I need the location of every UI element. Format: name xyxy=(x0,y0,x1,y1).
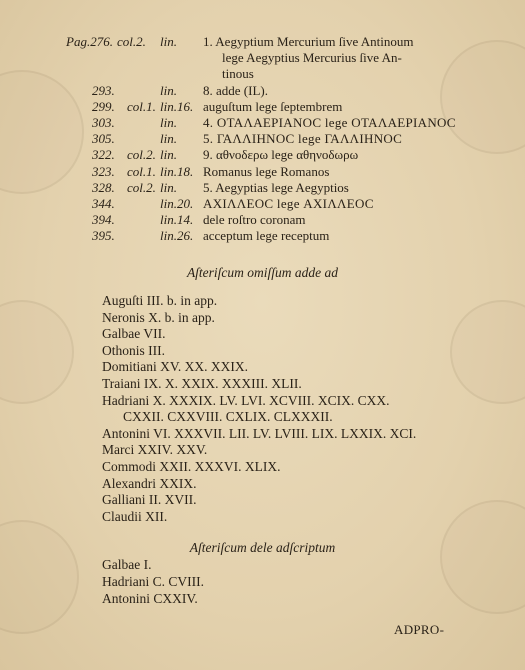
errata-text: auguſtum lege ſeptembrem xyxy=(203,98,343,114)
list-item: CXXII. CXXVIII. CXLIX. CLXXXII. xyxy=(123,409,333,425)
errata-page: 305. xyxy=(92,131,115,147)
errata-row xyxy=(0,212,525,228)
errata-line: lin.14. xyxy=(160,212,194,228)
errata-page: Pag.276. xyxy=(66,34,113,49)
errata-row xyxy=(0,180,525,196)
list-item: Domitiani XV. XX. XXIX. xyxy=(102,359,248,375)
errata-row xyxy=(0,115,525,131)
errata-text: 5. ΓΑΛΛΙΗΝΟϹ lege ΓΑΛΛΙΗΝΟϹ xyxy=(203,131,403,147)
list-item: Traiani IX. X. XXIX. XXXIII. XLII. xyxy=(102,375,302,391)
bleed-through-coin xyxy=(0,300,74,404)
list-item: Antonini VI. XXXVII. LII. LV. LVIII. LIX. LXXIX. XCI. xyxy=(102,425,417,441)
errata-page: 395. xyxy=(92,228,115,244)
errata-text: 1. Aegyptium Mercurium ſive Antinoum xyxy=(203,34,414,49)
errata-text: Romanus lege Romanos xyxy=(203,163,330,179)
errata-row xyxy=(0,66,525,82)
errata-text: 9. αθνοδερω lege αθηνοδωρω xyxy=(203,147,359,163)
list-item: Claudii XII. xyxy=(102,508,168,524)
errata-row xyxy=(0,164,525,180)
list-item: Galliani II. XVII. xyxy=(102,492,197,508)
catchword: ADPRO- xyxy=(394,622,445,637)
errata-column: col.2. xyxy=(127,179,156,195)
errata-line: lin. xyxy=(160,131,177,147)
list-item: Auguſti III. b. in app. xyxy=(102,293,218,308)
errata-text: acceptum lege receptum xyxy=(203,228,330,244)
errata-column: col.2. xyxy=(117,34,146,49)
bleed-through-coin xyxy=(0,520,79,634)
errata-column: col.1. xyxy=(127,98,156,114)
errata-text: dele roſtro coronam xyxy=(203,212,306,228)
errata-line: lin. xyxy=(160,147,177,163)
errata-row xyxy=(0,50,525,66)
errata-line: lin.18. xyxy=(160,163,194,179)
list-item: Neronis X. b. in app. xyxy=(102,309,215,325)
errata-row xyxy=(0,34,525,50)
errata-column: col.2. xyxy=(127,147,156,163)
errata-list xyxy=(0,34,525,244)
list-item: Marci XXIV. XXV. xyxy=(102,442,208,458)
errata-row xyxy=(0,99,525,115)
errata-line: lin.20. xyxy=(160,195,194,211)
errata-text: 4. ΟΤΑΛΑΕΡΙΑΝΟϹ lege ΟΤΑΛΑΕΡΙΑΝΟϹ xyxy=(203,114,456,130)
errata-page: 322. xyxy=(92,147,115,163)
list-item: Antonini CXXIV. xyxy=(102,590,198,606)
bleed-through-coin xyxy=(440,500,525,614)
errata-row xyxy=(0,228,525,244)
errata-line: lin.16. xyxy=(160,98,194,114)
errata-page: 303. xyxy=(92,114,115,130)
errata-text: tinous xyxy=(222,66,254,82)
errata-row xyxy=(0,131,525,147)
errata-line: lin. xyxy=(160,82,177,98)
errata-line: lin. xyxy=(160,114,177,130)
section-heading-add-asterisk: Aſteriſcum omiſſum adde ad xyxy=(186,265,339,280)
errata-text: 5. Aegyptias lege Aegyptios xyxy=(203,179,349,195)
list-item: Hadriani X. XXXIX. LV. LVI. XCVIII. XCIX. CXX. xyxy=(102,392,390,408)
list-item: Commodi XXII. XXXVI. XLIX. xyxy=(102,458,281,474)
errata-page: 394. xyxy=(92,212,115,228)
errata-line: lin. xyxy=(160,179,177,195)
errata-column: col.1. xyxy=(127,163,156,179)
errata-text: lege Aegyptius Mercurius ſive An- xyxy=(222,50,402,66)
delete-asterisk-list xyxy=(102,557,204,607)
errata-page: 299. xyxy=(92,98,115,114)
errata-line: lin.26. xyxy=(160,228,194,244)
errata-text: ΑΧΙΛΛΕΟϹ lege ΑΧΙΛΛΕΟϹ xyxy=(203,195,374,211)
errata-row xyxy=(0,83,525,99)
errata-line: lin. xyxy=(160,34,177,49)
errata-page: 328. xyxy=(92,179,115,195)
errata-text: 8. adde (IL). xyxy=(203,82,268,98)
errata-page: 293. xyxy=(92,82,115,98)
list-item: Galbae VII. xyxy=(102,326,166,342)
list-item: Alexandri XXIX. xyxy=(102,475,197,491)
errata-row xyxy=(0,196,525,212)
list-item: Hadriani C. CVIII. xyxy=(102,573,204,589)
errata-page: 323. xyxy=(92,163,115,179)
bleed-through-coin xyxy=(450,300,525,404)
errata-row xyxy=(0,147,525,163)
list-item: Othonis III. xyxy=(102,342,165,358)
list-item: Galbae I. xyxy=(102,557,152,572)
section-heading-delete-asterisk: Aſteriſcum dele adſcriptum xyxy=(189,540,336,555)
errata-page: 344. xyxy=(92,195,115,211)
add-asterisk-list xyxy=(102,293,416,525)
